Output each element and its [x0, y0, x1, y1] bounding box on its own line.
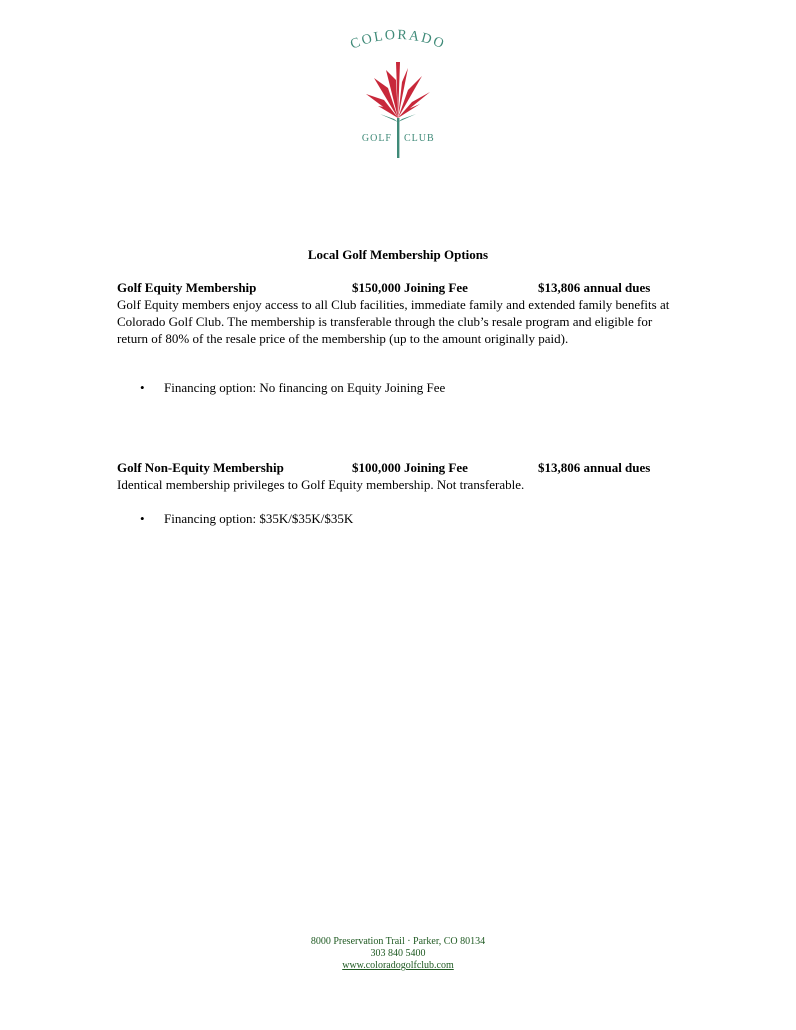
- joining-fee: $100,000 Joining Fee: [352, 460, 468, 475]
- annual-dues: $13,806 annual dues: [538, 460, 651, 475]
- bullet-icon: •: [140, 380, 145, 395]
- membership-name: Golf Non-Equity Membership: [117, 460, 284, 475]
- flower-icon: [366, 62, 430, 118]
- joining-fee: $150,000 Joining Fee: [352, 280, 468, 295]
- logo-bottom-right: CLUB: [404, 133, 435, 144]
- logo-top-text: COLORADO: [348, 27, 448, 53]
- membership-description-non-equity: Identical membership privileges to Golf Equity membership. Not transferable.: [117, 477, 525, 492]
- footer-address: 8000 Preservation Trail · Parker, CO 80134: [310, 936, 486, 947]
- logo-stem: [397, 118, 399, 158]
- footer-website-link[interactable]: www.coloradogolfclub.com: [342, 960, 454, 971]
- annual-dues: $13,806 annual dues: [538, 280, 651, 295]
- financing-text: Financing option: $35K/$35K/$35K: [164, 511, 354, 526]
- membership-name: Golf Equity Membership: [117, 280, 257, 295]
- footer-phone: 303 840 5400: [370, 948, 426, 959]
- logo-bottom-left: GOLF: [361, 133, 392, 144]
- membership-description-equity: Golf Equity members enjoy access to all Club facilities, immediate family and extended family benefits at Colorado Golf Club. The membership is transferable through the club’s resale program and eligible for return of 80% of the resale price of the membership (up to the amount originally paid).: [117, 297, 670, 346]
- bullet-icon: •: [140, 511, 145, 526]
- footer: [0, 936, 796, 972]
- page-title: Local Golf Membership Options: [307, 247, 489, 262]
- financing-text: Financing option: No financing on Equity Joining Fee: [164, 380, 446, 395]
- colorado-golf-club-logo: [338, 22, 458, 162]
